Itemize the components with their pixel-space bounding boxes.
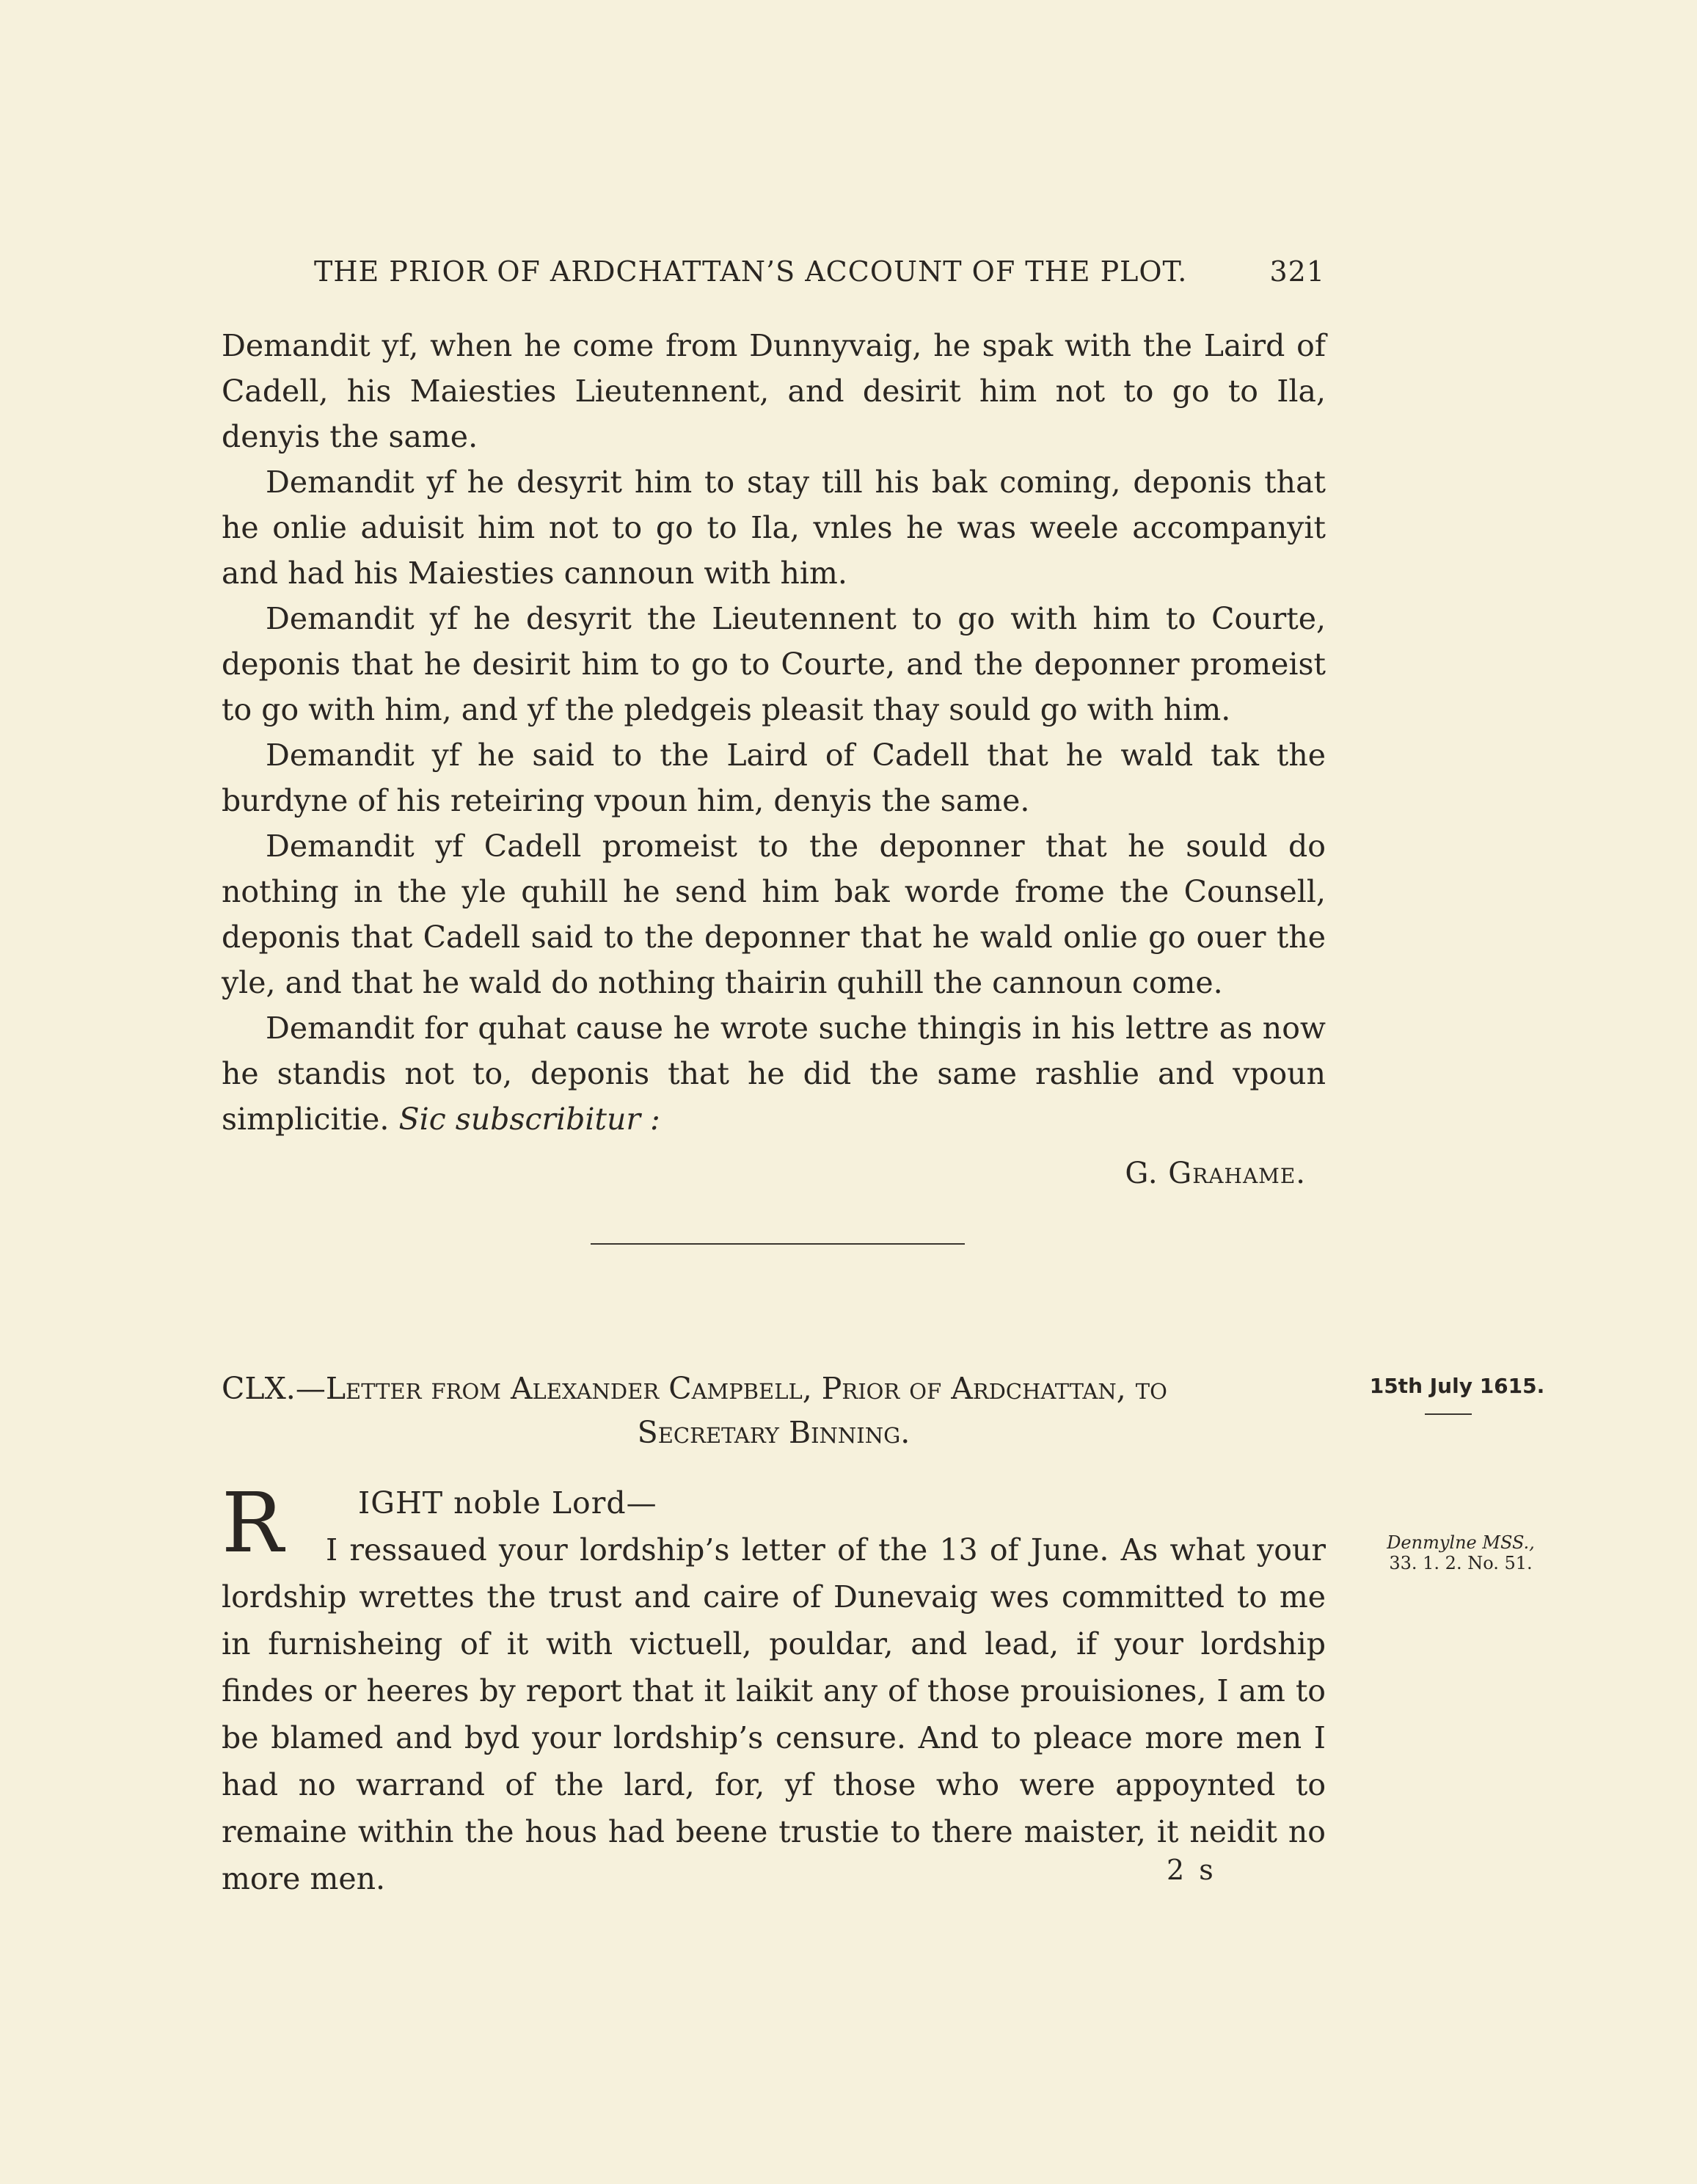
source-line-2: 33. 1. 2. No. 51.	[1389, 1553, 1533, 1573]
running-head-title: THE PRIOR OF ARDCHATTAN’S ACCOUNT OF THE PLOT.	[314, 255, 1188, 288]
heading-title-1: Letter from Alexander Campbell, Prior of Ardchattan, to	[325, 1371, 1167, 1406]
paragraph: Demandit yf he desyrit him to stay till his bak coming, deponis that he onlie aduisit him not to go to Ila, vnles he was weele accompanyit and had his Maiesties cannoun with him.	[222, 465, 1326, 591]
salutation: IGHT noble Lord—	[358, 1485, 657, 1521]
margin-source-note	[1369, 1532, 1552, 1573]
heading-line-1	[222, 1366, 1326, 1410]
page-number: 321	[1269, 255, 1325, 288]
source-line-1: Denmylne MSS.,	[1387, 1532, 1535, 1553]
letter-body: I ressaued your lordship’s letter of the 13 of June. As what your lordship wrettes the trust and caire of Dunevaig wes committed to me in furnisheing of it with victuell, pouldar, and lead, if your lordship findes or heeres by report that it laikit any of those prouisiones, I am to be blamed and byd your lordship’s censure. And to pleace more men I had no warrand of the lard, for, yf those who were appoynted to remaine within the hous had beene trustie to there maister, it neidit no more men.	[222, 1532, 1326, 1896]
document-heading	[222, 1366, 1326, 1455]
paragraph-last	[222, 1005, 1326, 1142]
heading-line-2: Secretary Binning.	[637, 1415, 910, 1450]
paragraph: Demandit yf he desyrit the Lieutennent to go with him to Courte, deponis that he desirit him to go to Courte, and the deponner promeist to go with him, and yf the pledgeis pleasit thay sould go with him.	[222, 601, 1326, 727]
margin-date-rule	[1425, 1413, 1472, 1415]
section-divider	[591, 1243, 965, 1245]
subscription-phrase: Sic subscribitur :	[398, 1102, 660, 1137]
letter-text	[222, 1476, 1326, 1902]
paragraph: Demandit yf Cadell promeist to the deponner that he sould do nothing in the yle quhill he send him bak worde frome the Counsell, deponis that Cadell said to the deponner that he wald onlie go ouer the yle, and that he wald do nothing thairin quhill the cannoun come.	[222, 829, 1326, 1000]
deposition-text	[222, 323, 1326, 1142]
paragraph: Demandit yf, when he come from Dunnyvaig, he spak with the Laird of Cadell, his Maiesties Lieutennent, and desirit him not to go to Ila, denyis the same.	[222, 328, 1326, 454]
document-number: CLX.—	[222, 1371, 326, 1406]
signature: G. Grahame.	[1125, 1157, 1306, 1190]
drop-cap: R	[222, 1476, 284, 1571]
margin-date: 15th July 1615.	[1369, 1374, 1545, 1398]
signature-mark: 2 s	[1167, 1854, 1216, 1886]
paragraph: Demandit yf he said to the Laird of Cadell that he wald tak the burdyne of his reteiring vpoun him, denyis the same.	[222, 738, 1326, 818]
last-paragraph-text: Demandit for quhat cause he wrote suche thingis in his lettre as now he standis not to, deponis that he did the same rashlie and vpoun simplicitie.	[222, 1011, 1326, 1137]
